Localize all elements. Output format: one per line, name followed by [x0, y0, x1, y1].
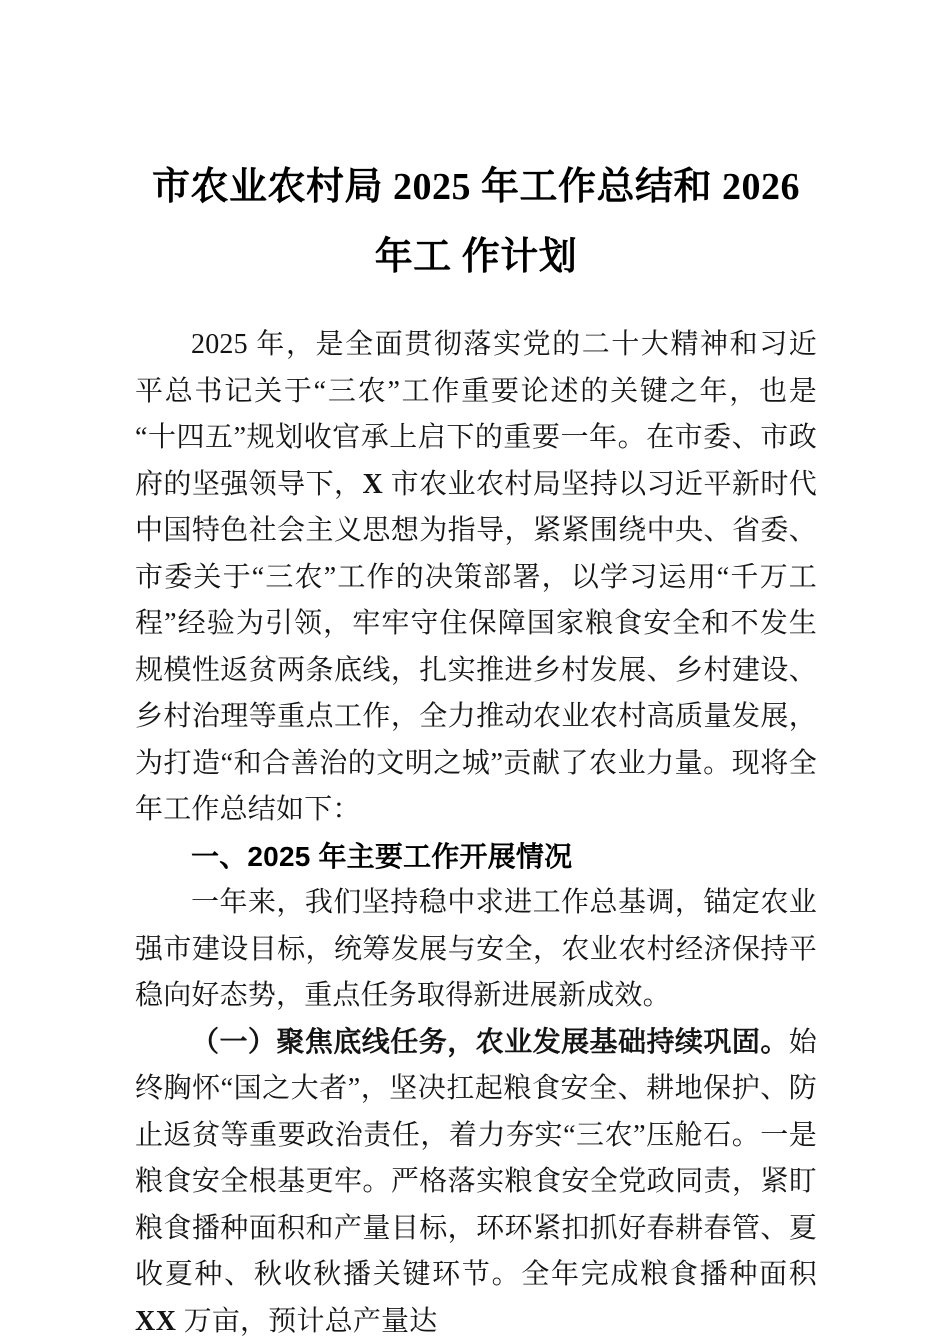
subsection-1-paragraph [135, 1020, 817, 1344]
subsection-1-lead-in: （一）聚焦底线任务，农业发展基础持续巩固。 [191, 1026, 789, 1058]
subsection-1-body: 始终胸怀“国之大者”，坚决扛起粮食安全、耕地保护、防止返贫等重要政治责任，着力夯实“三农”压舱石。一是粮食安全根基更牢。严格落实粮食安全党政同责，紧盯粮食播种面积和产量目标，环环紧扣抓好春耕春管、夏收夏种、秋收秋播关键环节。全年完成粮食播种面积 XX 万亩，预计总产量达 [135, 1026, 817, 1337]
page-title-line-1: 市农业农村局 2025 年工作总结和 2026 年工 [151, 166, 800, 278]
page-title [135, 152, 817, 292]
placeholder-token: X [362, 468, 384, 500]
document-content [135, 322, 817, 1344]
placeholder-token: XX [135, 1305, 177, 1337]
intro-paragraph: 2025 年，是全面贯彻落实党的二十大精神和习近平总书记关于“三农”工作重要论述的关键之年，也是“十四五”规划收官承上启下的重要一年。在市委、市政府的坚强领导下，X 市农业农村局坚持以习近平新时代中国特色社会主义思想为指导，紧紧围绕中央、省委、市委关于“三农”工作的决策部署，以学习运用“千万工程”经验为引领，牢牢守住保障国家粮食安全和不发生规模性返贫两条底线，扎实推进乡村发展、乡村建设、乡村治理等重点工作，全力推动农业农村高质量发展，为打造“和合善治的文明之城”贡献了农业力量。现将全年工作总结如下： [135, 329, 817, 825]
section-1-overview-paragraph: 一年来，我们坚持稳中求进工作总基调，锚定农业强市建设目标，统筹发展与安全，农业农村经济保持平稳向好态势，重点任务取得新进展新成效。 [135, 887, 817, 1011]
section-heading-1: 一、2025 年主要工作开展情况 [191, 840, 573, 872]
page-title-line-2: 作计划 [461, 236, 578, 278]
